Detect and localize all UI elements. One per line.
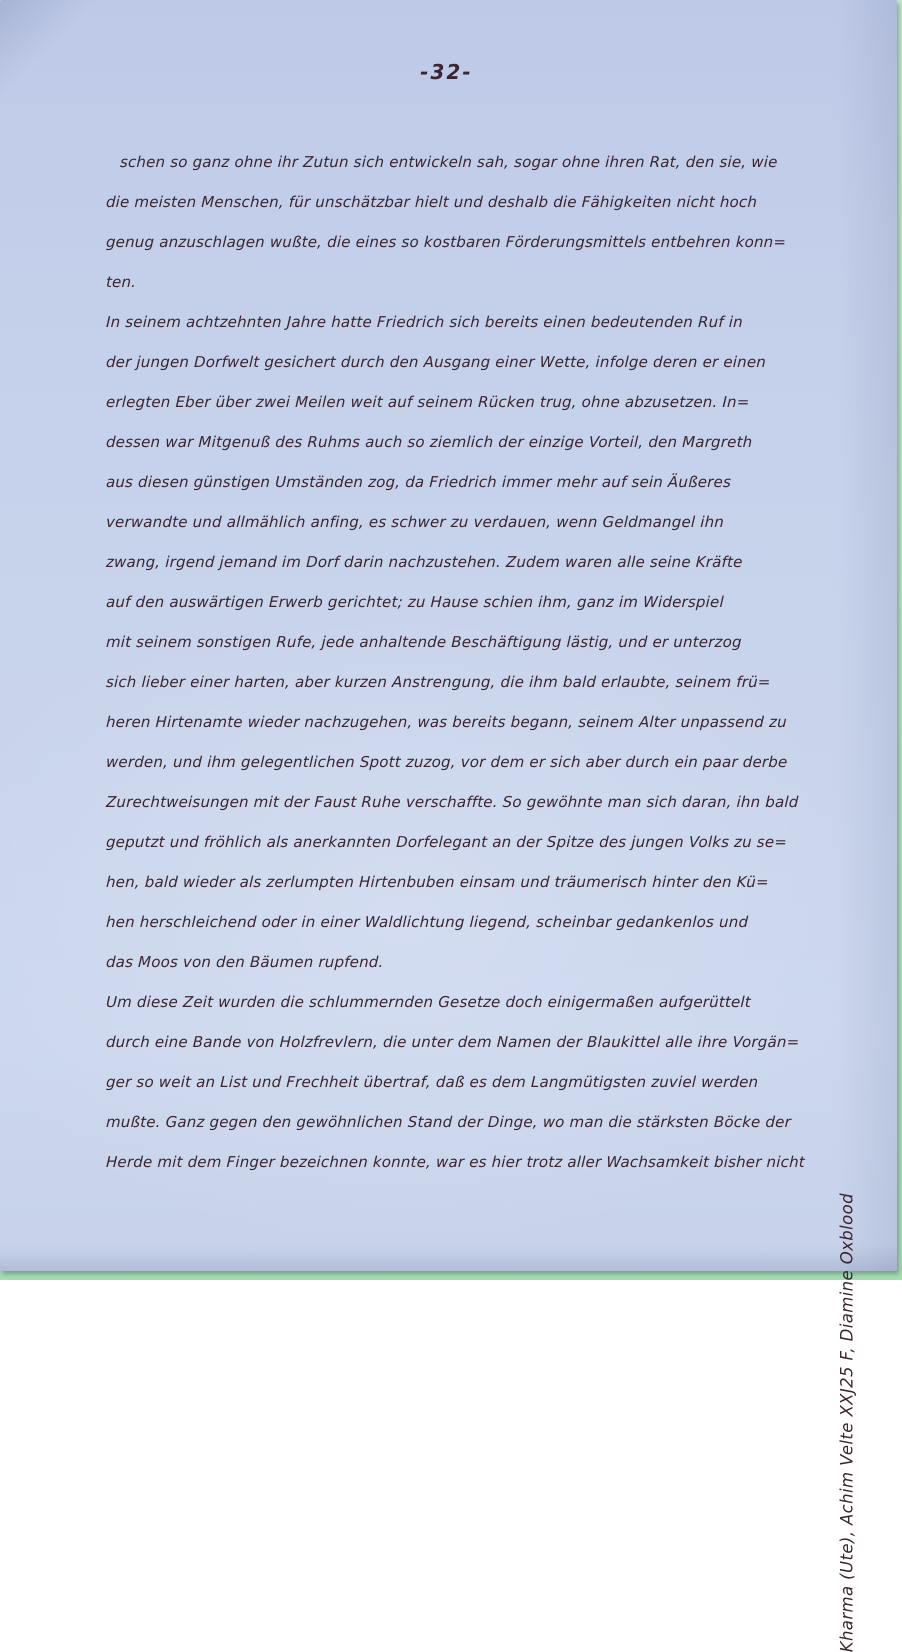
text-line: genug anzuschlagen wußte, die eines so kostbaren Förderungsmittels entbehren konn=	[105, 233, 787, 251]
text-line: In seinem achtzehnten Jahre hatte Friedrich sich bereits einen bedeutenden Ruf in	[105, 313, 744, 331]
text-line: hen herschleichend oder in einer Waldlichtung liegend, scheinbar gedankenlos und	[105, 913, 749, 931]
text-line: durch eine Bande von Holzfrevlern, die unter dem Namen der Blaukittel alle ihre Vorgän=	[105, 1033, 800, 1051]
manuscript-text	[106, 142, 806, 1182]
text-line: mußte. Ganz gegen den gewöhnlichen Stand der Dinge, wo man die stärksten Böcke der	[105, 1113, 792, 1131]
text-line: mit seinem sonstigen Rufe, jede anhaltende Beschäftigung lästig, und er unterzog	[105, 633, 743, 651]
text-line: Herde mit dem Finger bezeichnen konnte, war es hier trotz aller Wachsamkeit bisher nicht	[105, 1153, 806, 1171]
text-line: erlegten Eber über zwei Meilen weit auf seinem Rücken trug, ohne abzusetzen. In=	[105, 393, 750, 411]
text-line: schen so ganz ohne ihr Zutun sich entwickeln sah, sogar ohne ihren Rat, den sie, wie	[119, 153, 778, 171]
text-line: Zurechtweisungen mit der Faust Ruhe verschaffte. So gewöhnte man sich daran, ihn bald	[105, 793, 799, 811]
text-line: die meisten Menschen, für unschätzbar hielt und deshalb die Fähigkeiten nicht hoch	[105, 193, 758, 211]
text-line: das Moos von den Bäumen rupfend.	[105, 953, 384, 971]
margin-note: Kharma (Ute), Achim Velte XXJ25 F, Diamine Oxblood	[837, 1193, 856, 1652]
text-line: aus diesen günstigen Umständen zog, da Friedrich immer mehr auf sein Äußeres	[105, 473, 732, 491]
text-line: heren Hirtenamte wieder nachzugehen, was bereits begann, seinem Alter unpassend zu	[105, 713, 788, 731]
text-line: auf den auswärtigen Erwerb gerichtet; zu Hause schien ihm, ganz im Widerspiel	[105, 593, 725, 611]
text-line: verwandte und allmählich anfing, es schwer zu verdauen, wenn Geldmangel ihn	[105, 513, 725, 531]
text-line: hen, bald wieder als zerlumpten Hirtenbuben einsam und träumerisch hinter den Kü=	[105, 873, 770, 891]
text-line: geputzt und fröhlich als anerkannten Dorfelegant an der Spitze des jungen Volks zu se=	[105, 833, 788, 851]
text-line: zwang, irgend jemand im Dorf darin nachzustehen. Zudem waren alle seine Kräfte	[105, 553, 743, 571]
text-line: werden, und ihm gelegentlichen Spott zuzog, vor dem er sich aber durch ein paar derbe	[105, 753, 788, 771]
text-line: ten.	[105, 273, 137, 291]
text-line: dessen war Mitgenuß des Ruhms auch so ziemlich der einzige Vorteil, den Margreth	[105, 433, 753, 451]
text-line: ger so weit an List und Frechheit übertraf, daß es dem Langmütigsten zuviel werden	[105, 1073, 759, 1091]
page-number: -32-	[420, 60, 473, 84]
text-line: Um diese Zeit wurden die schlummernden Gesetze doch einigermaßen aufgerüttelt	[105, 993, 752, 1011]
text-line: der jungen Dorfwelt gesichert durch den Ausgang einer Wette, infolge deren er einen	[105, 353, 767, 371]
text-line: sich lieber einer harten, aber kurzen Anstrengung, die ihm bald erlaubte, seinem frü=	[105, 673, 771, 691]
